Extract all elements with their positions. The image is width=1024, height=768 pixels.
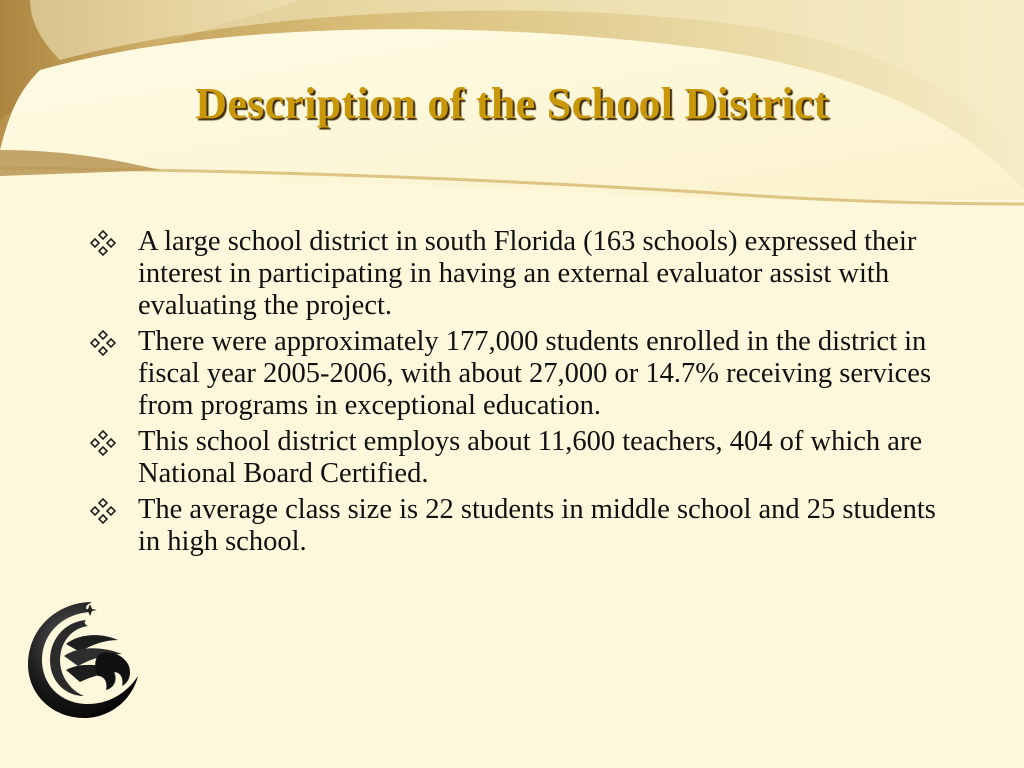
- bullet-item: [88, 494, 958, 558]
- four-diamond-bullet-icon: [88, 496, 118, 526]
- bullet-item: [88, 326, 958, 422]
- bullet-item: [88, 226, 958, 322]
- bullet-text: There were approximately 177,000 students enrolled in the district in fiscal year 2005-2006, with about 27,000 or 14.7% receiving services from programs in exceptional education.: [138, 326, 932, 421]
- four-diamond-bullet-icon: [88, 228, 118, 258]
- bullet-list: [88, 226, 958, 562]
- four-diamond-bullet-icon: [88, 428, 118, 458]
- bullet-text: This school district employs about 11,600 teachers, 404 of which are National Board Certified.: [138, 426, 923, 489]
- bullet-text: A large school district in south Florida (163 schools) expressed their interest in participating in having an external evaluator assist with evaluating the project.: [138, 226, 917, 321]
- bullet-item: [88, 426, 958, 490]
- pegasus-logo-icon: [22, 596, 146, 720]
- bullet-text: The average class size is 22 students in middle school and 25 students in high school.: [138, 494, 936, 557]
- four-diamond-bullet-icon: [88, 328, 118, 358]
- slide-title: Description of the School District: [195, 79, 829, 128]
